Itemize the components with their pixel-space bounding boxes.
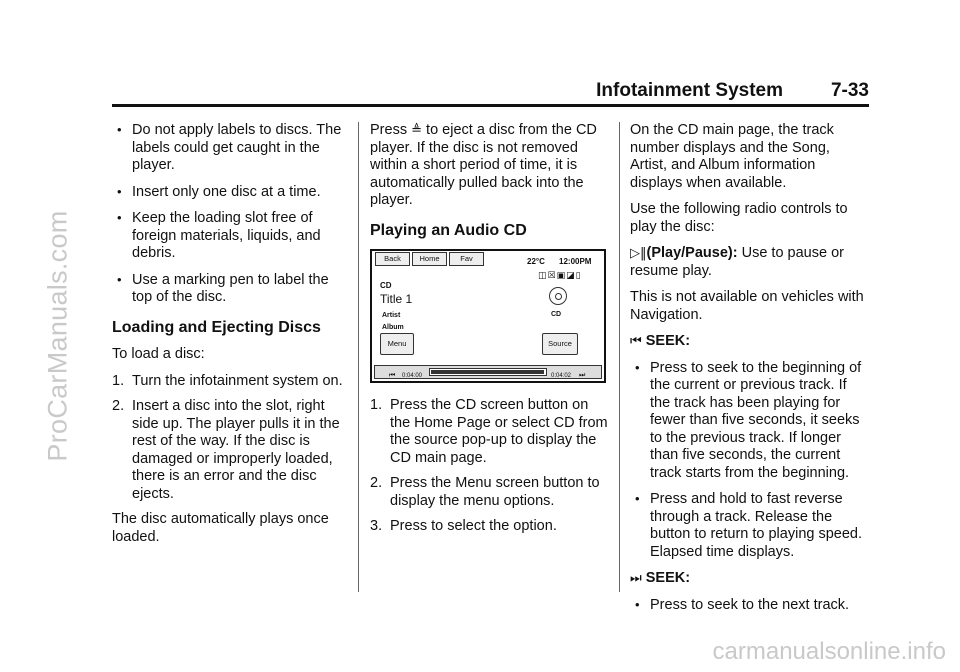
page-number: 7-33 <box>830 80 869 101</box>
track-title: Title 1 <box>380 292 413 306</box>
cd-screen-illustration <box>370 249 606 383</box>
list-item <box>370 518 610 536</box>
eject-text-pre: Press <box>370 122 408 138</box>
step-number: 1. <box>112 372 125 389</box>
source-button: Source <box>542 333 578 355</box>
column-divider <box>619 122 620 592</box>
bottom-watermark: carmanualsonline.info <box>712 638 946 665</box>
step-text: Press the CD screen button on the Home Page or select CD from the source pop-up to display the CD main page. <box>390 397 608 466</box>
list-item <box>112 398 352 503</box>
list-item: • Press to seek to the next track. <box>630 597 870 615</box>
column-1 <box>112 122 352 555</box>
step-number: 2. <box>112 398 125 414</box>
list-item: • Press to seek to the beginning of the current or previous track. If the track has been playing for fewer than five seconds, it seeks to the previous track. If longer than five seconds, the current track starts from the beginning. <box>630 360 870 483</box>
eject-icon: ≜ <box>411 123 423 138</box>
step-number: 1. <box>370 397 383 413</box>
list-item <box>112 373 352 391</box>
temperature: 22°C <box>527 257 545 266</box>
paragraph: Use the following radio controls to play the disc: <box>630 201 848 235</box>
page-header <box>112 80 869 104</box>
section-title: Infotainment System <box>596 80 783 101</box>
next-icon: ⏭ <box>579 371 586 379</box>
control-label: SEEK: <box>645 333 691 349</box>
status-icons: ◫☒▣◪▯ <box>538 271 582 281</box>
disc-icon <box>549 287 567 305</box>
previous-icon: ⏮ <box>389 371 396 379</box>
home-tab: Home <box>412 252 447 266</box>
seek-back-icon: ⏮ <box>630 334 642 349</box>
menu-button: Menu <box>380 333 414 355</box>
side-watermark: ProCarManuals.com <box>42 210 73 462</box>
elapsed-time: 0:04:00 <box>402 373 423 379</box>
back-tab: Back <box>375 252 410 266</box>
disc-label: CD <box>551 311 562 318</box>
total-time: 0:04:02 <box>551 373 572 379</box>
play-pause-icon: ▷‖ <box>630 246 647 261</box>
paragraph <box>630 245 870 280</box>
list-item: • Insert only one disc at a time. <box>112 184 352 202</box>
header-rule <box>112 104 869 107</box>
list-item: • Press and hold to fast reverse through a track. Release the button to return to playing speed. Elapsed time displays. <box>630 491 870 561</box>
list-item: • Keep the loading slot free of foreign materials, liquids, and debris. <box>112 210 352 263</box>
list-item <box>370 475 610 510</box>
list-item <box>370 397 610 467</box>
control-text: Use to pause or resume play. <box>630 245 844 279</box>
list-item: • Do not apply labels to discs. The labels could get caught in the player. <box>112 122 352 175</box>
clock: 12:00PM <box>559 257 592 266</box>
progress-track <box>429 368 547 376</box>
source-label: CD <box>380 281 392 290</box>
column-divider <box>358 122 359 592</box>
step-text: Insert a disc into the slot, right side up. The player pulls it in the rest of the way. If the disc is damaged or improperly loaded, there is an error and the disc ejects. <box>132 398 340 502</box>
fav-tab: Fav <box>449 252 484 266</box>
step-text: Press the Menu screen button to display the menu options. <box>390 475 600 509</box>
control-label: (Play/Pause): <box>646 245 738 261</box>
step-number: 2. <box>370 475 383 491</box>
album-label: Album <box>382 324 404 331</box>
column-2 <box>370 122 610 544</box>
list-item: • Use a marking pen to label the top of the disc. <box>112 272 352 307</box>
paragraph <box>630 570 870 588</box>
eject-text-post: to eject a disc from the CD player. If the disc is not removed within a short period of time, it is automatically pulled back into the player. <box>370 122 597 208</box>
section-heading: Playing an Audio CD <box>370 221 527 239</box>
paragraph: The disc automatically plays once loaded. <box>112 511 329 545</box>
control-label: SEEK: <box>645 570 691 586</box>
paragraph: On the CD main page, the track number displays and the Song, Artist, and Album information displays when available. <box>630 122 834 191</box>
paragraph: This is not available on vehicles with Navigation. <box>630 289 864 323</box>
seek-forward-icon: ⏭ <box>630 571 642 586</box>
section-heading: Loading and Ejecting Discs <box>112 318 321 336</box>
paragraph: To load a disc: <box>112 346 205 362</box>
paragraph <box>630 333 870 351</box>
step-number: 3. <box>370 518 383 534</box>
step-text: Press to select the option. <box>390 518 557 534</box>
progress-bar <box>374 365 602 379</box>
artist-label: Artist <box>382 312 401 319</box>
column-3 <box>630 122 870 623</box>
paragraph <box>370 122 610 210</box>
step-text: Turn the infotainment system on. <box>132 372 343 389</box>
